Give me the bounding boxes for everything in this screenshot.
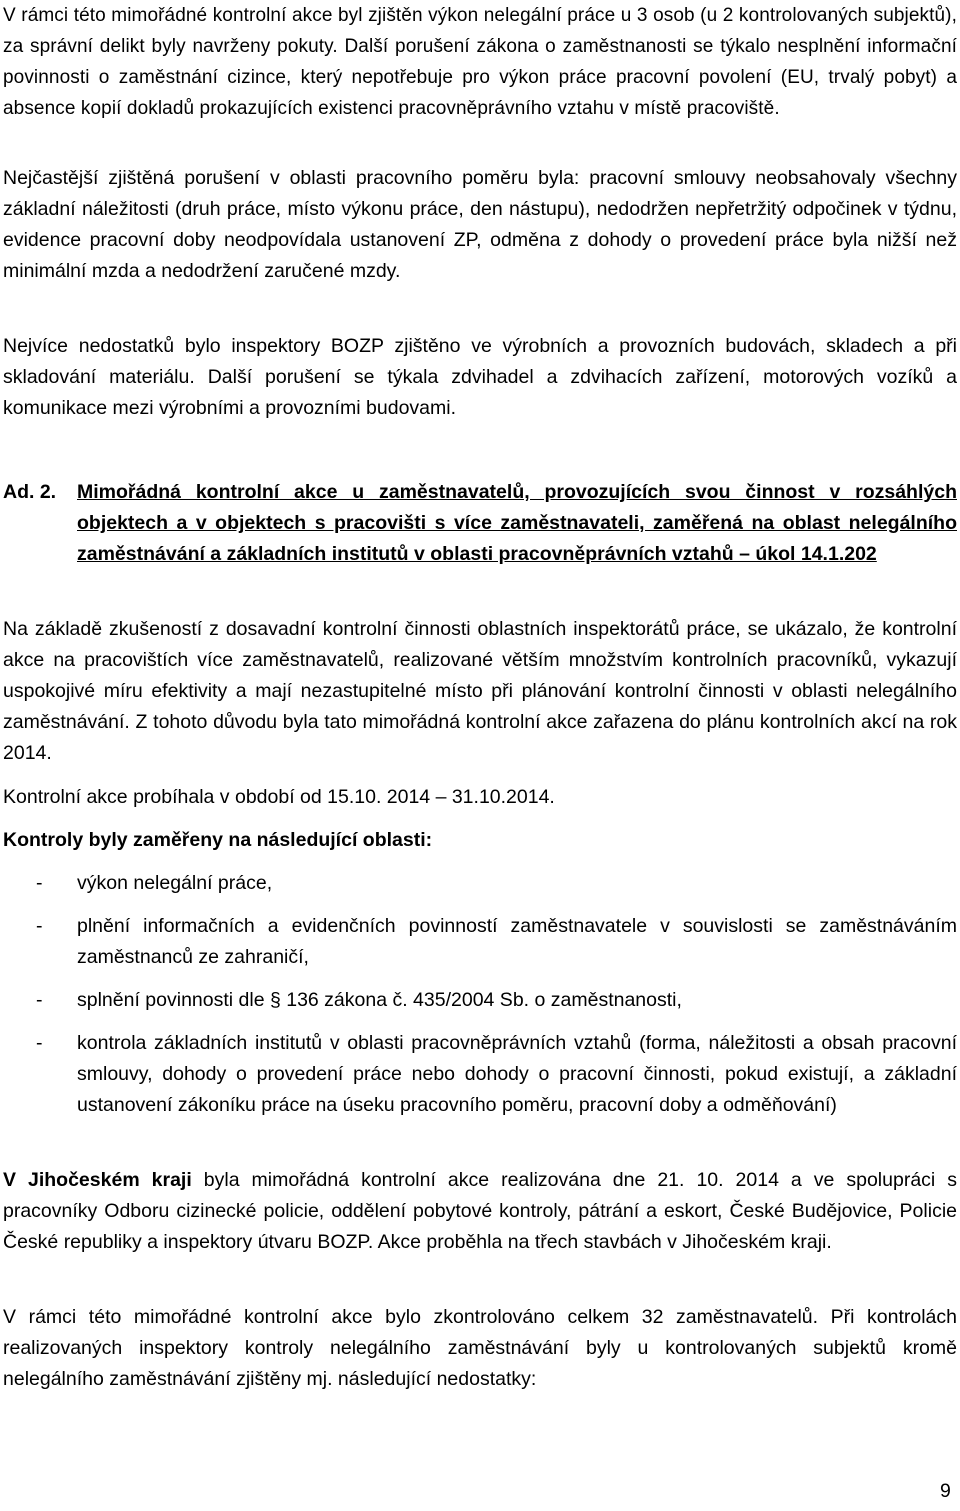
paragraph-inspection-period: Kontrolní akce probíhala v období od 15.10. 2014 – 31.10.2014. [3,786,555,808]
list-item [3,911,957,973]
section-title-text: Mimořádná kontrolní akce u zaměstnavatelů, provozujících svou činnost v rozsáhlých objektech a v objektech s pracovišti s více zaměstnavateli, zaměřená na oblast nelegálního zaměstnávání a základních institutů v oblasti pracovněprávních vztahů – úkol 14.1.202 [77,481,957,565]
list-dash: - [36,915,43,937]
list-dash: - [36,989,43,1011]
section-title [77,477,957,570]
list-item [3,985,957,1016]
region-name: V Jihočeském kraji [3,1169,192,1191]
page-number: 9 [940,1480,951,1502]
list-dash: - [36,872,43,894]
region-text: byla mimořádná kontrolní akce realizována dne 21. 10. 2014 a ve spolupráci s pracovníky Odboru cizinecké policie, oddělení pobytové kontroly, pátrání a eskort, České Budějovice, Policie České republiky a inspektory útvaru BOZP. Akce proběhla na třech stavbách v Jihočeském kraji. [3,1169,958,1253]
list-item-text: výkon nelegální práce, [77,872,273,894]
list-item-text: plnění informačních a evidenčních povinností zaměstnavatele v souvislosti se zaměstnáváním zaměstnanců ze zahraničí, [77,915,957,968]
paragraph-inspected-employers: V rámci této mimořádné kontrolní akce bylo zkontrolováno celkem 32 zaměstnavatelů. Při kontrolách realizovaných inspektory kontroly nelegálního zaměstnávání byly u kontrolovaných subjektů kromě nelegálního zaměstnávání zjištěny mj. následující nedostatky: [3,1306,957,1390]
section-number: Ad. 2. [3,481,57,503]
paragraph-south-bohemia [3,1165,957,1258]
section-heading-ad2 [3,477,957,570]
list-item [3,1028,957,1121]
paragraph-bozp-findings: Nejvíce nedostatků bylo inspektory BOZP zjištěno ve výrobních a provozních budovách, skladech a při skladování materiálu. Další porušení se týkala zdvihadel a zdvihacích zařízení, motorových vozíků a komunikace mezi výrobními a provozními budovami. [3,335,957,419]
paragraph-employment-violations: Nejčastější zjištěná porušení v oblasti pracovního poměru byla: pracovní smlouvy neobsahovaly všechny základní náležitosti (druh práce, místo výkonu práce, den nástupu), nedodržen nepřetržitý odpočinek v týdnu, evidence pracovní doby neodpovídala ustanovení ZP, odměna z dohody o provedení práce byla nižší než minimální mzda a nedodržení zaručené mzdy. [3,167,957,282]
list-item-text: splnění povinnosti dle § 136 zákona č. 435/2004 Sb. o zaměstnanosti, [77,989,682,1011]
paragraph-illegal-work-findings: V rámci této mimořádné kontrolní akce byl zjištěn výkon nelegální práce u 3 osob (u 2 kontrolovaných subjektů), za správní delikt byly navrženy pokuty. Další porušení zákona o zaměstnanosti se týkalo nesplnění informační povinnosti o zaměstnání cizince, který nepotřebuje pro výkon práce pracovní povolení (EU, trvalý pobyt) a absence kopií dokladů prokazujících existenci pracovněprávního vztahu v místě pracoviště. [3,5,957,119]
paragraph-focus-areas-heading: Kontroly byly zaměřeny na následující oblasti: [3,829,433,851]
list-item [3,868,957,899]
paragraph-inspection-rationale: Na základě zkušeností z dosavadní kontrolní činnosti oblastních inspektorátů práce, se ukázalo, že kontrolní akce na pracovištích více zaměstnavatelů, realizované větším množstvím kontrolních pracovníků, vykazují uspokojivé míru efektivity a mají nezastupitelné místo při plánování kontrolní činnosti v oblasti nelegálního zaměstnávání. Z tohoto důvodu byla tato mimořádná kontrolní akce zařazena do plánu kontrolních akcí na rok 2014. [3,618,957,764]
list-dash: - [36,1032,43,1054]
list-item-text: kontrola základních institutů v oblasti pracovněprávních vztahů (forma, náležitosti a obsah pracovní smlouvy, dohody o provedení práce nebo dohody o pracovní činnosti, pokud existují, a základní ustanovení zákoníku práce na úseku pracovního poměru, pracovní doby a odměňování) [77,1032,957,1116]
